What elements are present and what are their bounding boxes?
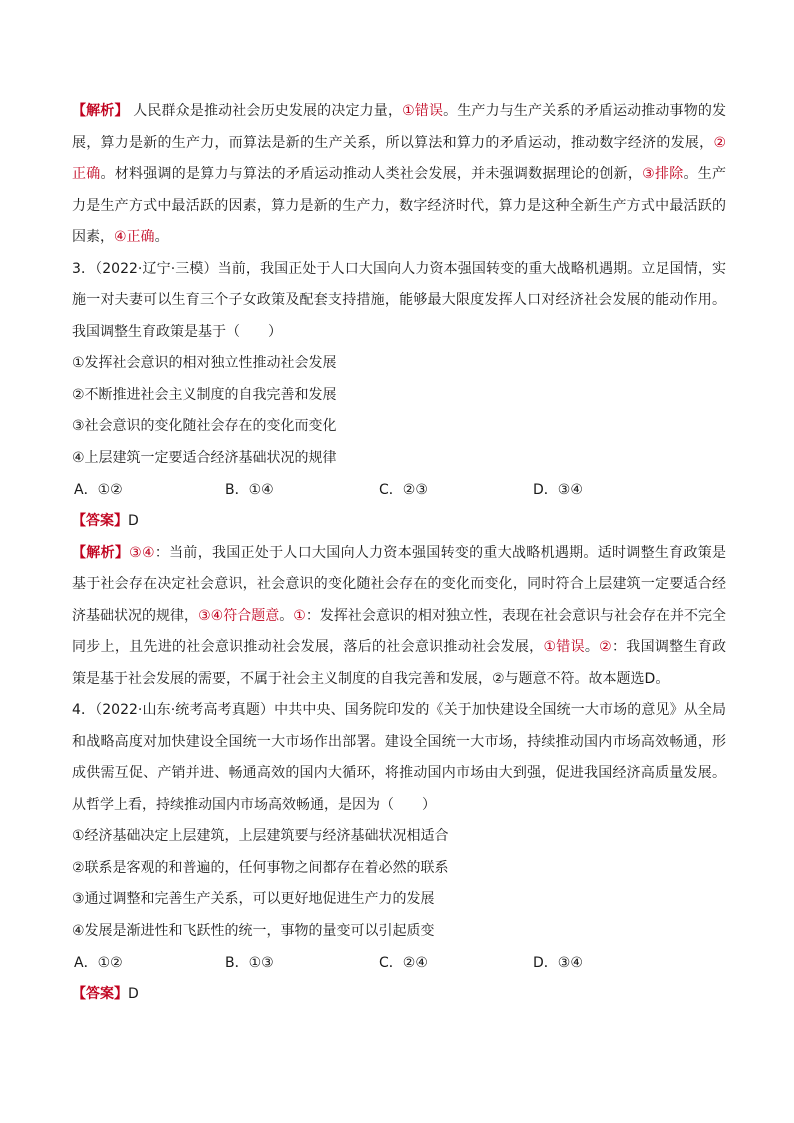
q3-option-d: D．③④: [533, 482, 583, 498]
answer-value: D: [128, 513, 139, 529]
q4-item-2: ②联系是客观的和普遍的，任何事物之间都存在着必然的联系: [72, 859, 449, 876]
q4-stem: 4．（2022·山东·统考高考真题）中共中央、国务院印发的《关于加快建设全国统一大市场的意见》从全局和战略高度对加快建设全国统一大市场作出部署。建设全国统一大市场，持续推动国内市场高效畅通，形成供需互促、产销并进、畅通高效的国内大循环，将推动国内市场由大到强，促进我国经济高质量发展。从哲学上看，持续推动国内市场高效畅通，是因为（ ）: [72, 702, 726, 813]
q4-item-3: ③通过调整和完善生产关系，可以更好地促进生产力的发展: [72, 891, 435, 907]
analysis-highlight: ④正确: [114, 229, 155, 245]
analysis-highlight: ②正确: [72, 134, 726, 182]
q3-item-4: ④上层建筑一定要适合经济基础状况的规律: [72, 449, 337, 466]
q4-option-a: A．①②: [74, 955, 123, 971]
q2-analysis: [72, 96, 726, 254]
analysis-highlight: ③④: [129, 544, 155, 561]
analysis-text: 。生产力与生产关系的矛盾运动推动事物的发展，算力是新的生产力，而算法是新的生产关系，所以算法和算力的矛盾运动，推动数字经济的发展，: [72, 103, 727, 151]
q4-option-c: C．②④: [379, 955, 428, 971]
analysis-tag: 【解析】: [72, 544, 130, 561]
q4-item-4: ④发展是渐进性和飞跃性的统一，事物的量变可以引起质变: [72, 922, 435, 939]
q3-option-c: C．②③: [379, 482, 428, 498]
answer-tag: 【答案】: [72, 513, 128, 529]
q3-item-1: ①发挥社会意识的相对独立性推动社会发展: [72, 355, 337, 371]
q4-item-1: ①经济基础决定上层建筑，上层建筑要与经济基础状况相适合: [72, 828, 449, 844]
analysis-highlight: ②: [599, 639, 613, 655]
q3-item-2: ②不断推进社会主义制度的自我完善和发展: [72, 386, 337, 403]
page-content: [72, 96, 726, 1011]
analysis-text: ：我国调整生育政策是基于社会发展的需要，不属于社会主义制度的自我完善和发展，②与题意不符。故本题选D。: [72, 639, 727, 687]
analysis-highlight: ①错误: [543, 639, 585, 655]
q3-option-a: A．①②: [74, 482, 123, 498]
analysis-text: ：发挥社会意识的相对独立性，表现在社会意识与社会存在并不完全同步上，且先进的社会意识推动社会发展，落后的社会意识推动社会发展，: [72, 607, 727, 655]
answer-value: D: [128, 986, 139, 1002]
q3-answer: [72, 506, 726, 538]
analysis-text: 。材料强调的是算力与算法的矛盾运动推动人类社会发展，并未强调数据理论的创新，: [100, 166, 643, 182]
analysis-tag: 【解析】: [72, 103, 129, 119]
q3-analysis: [72, 538, 726, 696]
analysis-text: ：当前，我国正处于人口大国向人力资本强国转变的重大战略机遇期。适时调整生育政策是基于社会存在决定社会意识，社会意识的变化随社会存在的变化而变化，同时符合上层建筑一定要适合经济基础状况的规律，: [72, 544, 727, 624]
q4-answer: [72, 979, 726, 1011]
answer-tag: 【答案】: [72, 986, 128, 1002]
analysis-text: 人民群众是推动社会历史发展的决定力量，: [128, 103, 403, 119]
q3-options: [72, 474, 726, 506]
q4-option-d: D．③④: [533, 955, 583, 971]
analysis-text: 。: [584, 639, 600, 655]
q3-item-3: ③社会意识的变化随社会存在的变化而变化: [72, 418, 337, 434]
q4-options: [72, 947, 726, 979]
analysis-highlight: ③④符合题意: [198, 607, 280, 624]
analysis-text: 。: [279, 607, 294, 624]
analysis-highlight: ③排除: [642, 166, 684, 182]
analysis-text: 。生产力是生产方式中最活跃的因素，算力是新的生产力，数字经济时代，算力是这种全新生产方式中最活跃的因素，: [72, 166, 727, 245]
q3-option-b: B．①④: [225, 482, 274, 498]
q4-option-b: B．①③: [225, 955, 274, 971]
analysis-highlight: ①: [293, 607, 306, 624]
analysis-highlight: ①错误: [402, 103, 444, 119]
q3-stem: 3．（2022·辽宁·三模）当前，我国正处于人口大国向人力资本强国转变的重大战略机遇期。立足国情，实施一对夫妻可以生育三个子女政策及配套支持措施，能够最大限度发挥人口对经济社会发展的能动作用。我国调整生育政策是基于（ ）: [72, 260, 726, 340]
analysis-text: 。: [154, 229, 169, 245]
